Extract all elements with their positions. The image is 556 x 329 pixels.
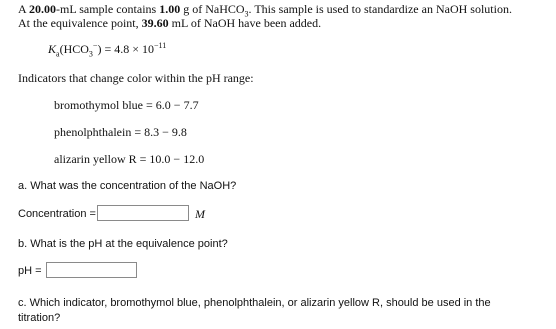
concentration-input[interactable] <box>97 205 189 221</box>
indicator-phenolphthalein: phenolphthalein = 8.3 − 9.8 <box>54 125 187 139</box>
equivalence-volume: 39.60 <box>141 16 169 30</box>
concentration-label: Concentration = <box>18 208 96 220</box>
question-c-line-1: c. Which indicator, bromothymol blue, phenolphthalein, or alizarin yellow R, should be used in the <box>18 297 491 309</box>
question-a: a. What was the concentration of the NaOH? <box>18 180 237 192</box>
indicators-heading: Indicators that change color within the pH range: <box>18 71 254 85</box>
problem-line-1: A 20.00-mL sample contains 1.00 g of NaHCO$_3$. This sample is used to standardize an NaOH solution. <box>18 2 512 19</box>
sample-volume: 20.00 <box>29 2 57 16</box>
question-c-line-2: titration? <box>18 312 61 324</box>
indicator-alizarin-yellow-r: alizarin yellow R = 10.0 − 12.0 <box>54 152 205 166</box>
ph-label: pH = <box>18 265 42 277</box>
ph-input[interactable] <box>46 262 137 278</box>
concentration-unit: M <box>195 207 205 221</box>
indicator-bromothymol-blue: bromothymol blue = 6.0 − 7.7 <box>54 98 199 112</box>
problem-line-2: At the equivalence point, 39.60 mL of NaOH have been added. <box>18 16 322 30</box>
ka-expression: $K_a(HCO_3^-) = 4.8 \times 10^{-11}$ <box>48 41 167 59</box>
question-b: b. What is the pH at the equivalence point? <box>18 238 228 250</box>
sample-mass: 1.00 <box>159 2 181 16</box>
